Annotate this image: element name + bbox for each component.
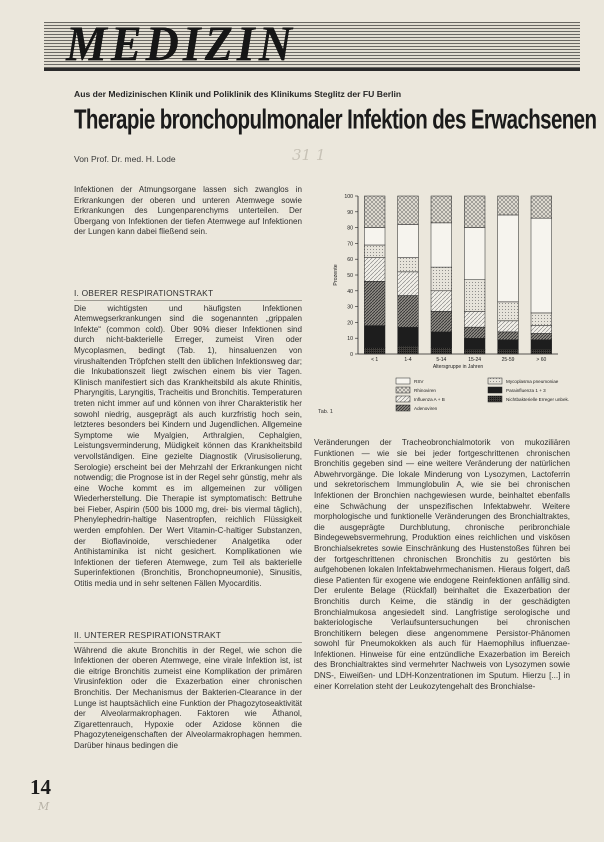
bar-segment: [498, 302, 519, 321]
bar-segment: [531, 196, 552, 218]
right-column-block: [314, 438, 570, 692]
x-tick-label: 5-14: [436, 357, 447, 363]
masthead: [44, 22, 580, 71]
bar-segment: [364, 348, 385, 354]
bar-segment: [498, 196, 519, 215]
handwritten-mark: 31 1: [292, 146, 326, 164]
legend-swatch: [396, 387, 410, 393]
x-tick-label: 1-4: [404, 357, 412, 363]
y-tick-label: 90: [347, 209, 353, 216]
legend-label: Adenoviren: [414, 406, 438, 411]
bar-segment: [364, 245, 385, 258]
x-tick-label: 25-59: [501, 357, 515, 363]
legend-swatch: [488, 387, 502, 393]
legend-swatch: [396, 378, 410, 384]
bar-segment: [464, 338, 485, 349]
figure-caption: Tab. 1: [318, 409, 333, 415]
bar-segment: [531, 326, 552, 334]
section-1-block: [74, 283, 302, 590]
bar-segment: [398, 296, 419, 328]
legend-swatch: [488, 378, 502, 384]
bar-segment: [364, 228, 385, 245]
y-tick-label: 30: [347, 304, 353, 311]
bar-segment: [431, 348, 452, 354]
legend-swatch: [488, 396, 502, 402]
section-2-heading: II. UNTERER RESPIRATIONSTRAKT: [74, 630, 302, 643]
legend-label: Parainfluenza 1 + 3: [506, 388, 546, 393]
y-tick-label: 0: [350, 352, 353, 358]
bar-segment: [431, 311, 452, 332]
bar-segment: [531, 340, 552, 349]
bar-segment: [431, 267, 452, 291]
bar-segment: [364, 326, 385, 348]
bar-segment: [398, 327, 419, 346]
intro-paragraph: Infektionen der Atmungsorgane lassen sich zwanglos in Erkrankungen der oberen und unteren Atemwege sowie Erkrankungen des Lungenparenchyms unterteilen. Der Übergang von Infektionen der tiefen Atemwege auf Infektionen der Lungen kann dabei fließend sein.: [74, 185, 302, 237]
bar-segment: [431, 291, 452, 312]
bar-segment: [498, 349, 519, 354]
bar-segment: [531, 333, 552, 339]
bar-segment: [398, 346, 419, 354]
affiliation-line: Aus der Medizinischen Klinik und Poliklinik des Klinikums Steglitz der FU Berlin: [74, 89, 402, 99]
y-axis-label: Prozente: [333, 264, 339, 286]
masthead-title: MEDIZIN: [66, 22, 296, 71]
bar-segment: [531, 218, 552, 313]
bar-segment: [498, 340, 519, 349]
legend-swatch: [396, 396, 410, 402]
legend-label: Influenza A + B: [414, 397, 445, 402]
bar-segment: [398, 224, 419, 257]
bar-segment: [364, 281, 385, 325]
section-1-heading: I. OBERER RESPIRATIONSTRAKT: [74, 288, 302, 301]
y-tick-label: 60: [347, 257, 353, 264]
x-tick-label: > 60: [536, 357, 547, 363]
x-tick-label: 15-24: [468, 357, 482, 363]
handwritten-page-mark: M: [38, 800, 50, 813]
figure-chart: [318, 188, 570, 434]
y-tick-label: 50: [347, 273, 353, 279]
y-tick-label: 10: [347, 336, 353, 343]
bar-segment: [464, 280, 485, 312]
legend-label: RSV: [414, 379, 424, 384]
bar-segment: [398, 258, 419, 272]
author-byline: Von Prof. Dr. med. H. Lode: [74, 154, 176, 164]
intro-paragraph-block: [74, 185, 302, 238]
article-headline: Therapie bronchopulmonaler Infektion des Erwachsenen: [74, 104, 597, 136]
section-2-body: Während die akute Bronchitis in der Regel, wie schon die Infektionen der oberen Atemwege, eine virale Infektion ist, ist die eitrige Bronchitis zumeist eine Komplikation der primären Virusinfektion oder die Exazerbation einer chronischen Bronchitis. Der Mechanismus der Bakterien-Clearance in der Lunge ist hauptsächlich eine Funktion der Phagozytoseaktivität der Alveolarmakrophagen. Faktoren wie Äthanol, Zigarettenrauch, Hypoxie oder Azidose können die Phagozyteneigenschaften der Alveolarmakrophagen hemmen. Darüber hinaus bedingen die: [74, 645, 302, 750]
bar-segment: [498, 321, 519, 332]
bar-segment: [364, 196, 385, 228]
legend-label: Mycoplasma pneumoniae: [506, 379, 559, 384]
section-2-block: [74, 625, 302, 752]
y-tick-label: 80: [347, 225, 353, 232]
legend-swatch: [396, 405, 410, 411]
bar-segment: [464, 311, 485, 327]
bar-segment: [464, 196, 485, 228]
right-column-text: Veränderungen der Tracheobronchialmotorik von mukoziliären Funktionen — wie sie bei jeder fortgeschrittenen chronischen Bronchitis gegeben sind — eine weitere Veränderung der natürlichen Abwehrvorgänge. Die lokale Minderung von Lysozymen, Lactoferrin und sekretorischem Immunglobulin A, wie sie bei chronischen Infektionen der Bronchien nachgewiesen wurde, beinhaltet ebenfalls eine Schwächung der unspezifischen Infektabwehr. Weitere morphologische und funktionelle Veränderungen des Bronchialtraktes, die ausgeprägte Durchblutung, chronische peribronchiale Bindegewebsvermehrung, Produktion eines reichlichen und viskösen Bronchialsekretes sowie Einschränkung des Hustenstoßes führen bei der fortgeschrittenen chronischen Bronchitis zu gestörten bis aufgehobenen lokalen Infektabwehrmechanismen. Hieraus folgert, daß diese Patienten für exogene wie endogene Reinfektionen anfällig sind. Der erulente Belage (Rückfall) beinhaltet die Exazerbation der Bronchitis durch Keime, die ständig in der geschädigten Bronchialmukosa angesiedelt sind. Langfristige serologische und bakteriologische Verlaufsuntersuchungen bei chronischen Bronchitikern belegen diese angenommene Persistor-Phänomen sowohl für Pneumokokken als auch für Haemophilus influenzae-Infektionen. Hinweise für eine entzündliche Exazerbation im Bereich des Bronchialtraktes sind vermehrter Nachweis von Lysozymen sowie DNS-, Eiweißen- und LDH-Konzentrationen im Sputum. Hierzu [...] in einer Korrelation steht der Leukozytengehalt des Bronchialse-: [314, 438, 570, 691]
stacked-bar-chart: [318, 188, 570, 434]
bar-segment: [398, 272, 419, 296]
bar-segment: [498, 215, 519, 302]
bar-segment: [398, 196, 419, 224]
bar-segment: [431, 223, 452, 267]
x-axis-label: Altersgruppe in Jahren: [432, 364, 484, 370]
bar-segment: [364, 258, 385, 282]
bar-segment: [464, 327, 485, 338]
y-tick-label: 100: [344, 194, 353, 200]
bar-segment: [531, 313, 552, 326]
bar-segment: [431, 196, 452, 223]
bar-segment: [531, 349, 552, 354]
x-tick-label: < 1: [371, 357, 379, 363]
y-tick-label: 20: [347, 320, 353, 327]
page-number: 14: [30, 775, 51, 799]
legend-label: Nichtbakterielle Erreger unbek.: [506, 397, 570, 402]
legend-label: Rhinoviren: [414, 388, 436, 393]
y-tick-label: 40: [347, 288, 353, 295]
y-tick-label: 70: [347, 241, 353, 248]
bar-segment: [498, 332, 519, 340]
bar-segment: [431, 332, 452, 348]
bar-segment: [464, 349, 485, 354]
bar-segment: [464, 228, 485, 280]
section-1-body: Die wichtigsten und häufigsten Infektionen Atemwegserkrankungen sind die sogenannten „grippalen Infekte“ (common cold). Über 90% dieser Infektionen sind durch nicht-bakterielle Erreger, zumeist Viren oder Mycoplasmen, bedingt (Tab. 1), hinsaluenzen von virushaltenden Tröpfchen stellt den üblichen Infektionsweg dar; die Inkubationszeit liegt zwischen einem bis vier Tagen. Klinisch manifestiert sich das Krankheitsbild als akute Rhinitis, Pharyngitis, Laryngitis, Tracheitis und Bronchitis. Temperaturen treten nicht immer auf und können von ihrer Charakteristik her sowohl niedrig, ausgeprägt als auch kurzfristig hoch sein, letzteres besonders bei Kindern und Jugendlichen. Allgemeine Symptome wie Myalgien, Arthralgien, Cephalgien, Leistungsverminderung, Müdigkeit können das Krankheitsbild vervollständigen. Eine gezielte Diagnostik (Virusisolierung, Serologie) erscheint bei der Mehrzahl der Erkrankungen nicht notwendig; die Prognose ist in der Regel sehr günstig, mehr als eine Woche kommt es im allgemeinen zur völligen Wiederherstellung. Die Therapie ist symptomatisch: Bettruhe bei Fieber, Aspirin (500 bis 1000 mg, drei- bis viermal täglich), Phenylephedrin-haltige Nasentropfen, reichlich Flüssigkeit werden empfohlen. Der Wert Vitamin-C-haltiger Substanzen, der Bioflavinoide, verschiedener Analgetika oder Antihistaminika ist nicht gesichert. Komplikationen wie Infektionen der tieferen Atemwege, zum Teil als bakterielle Superinfektionen (Bronchitis, Bronchopneumonie), Sinusitis, Otitis media und in sehr seltenen Fällen Myocarditis.: [74, 303, 302, 589]
